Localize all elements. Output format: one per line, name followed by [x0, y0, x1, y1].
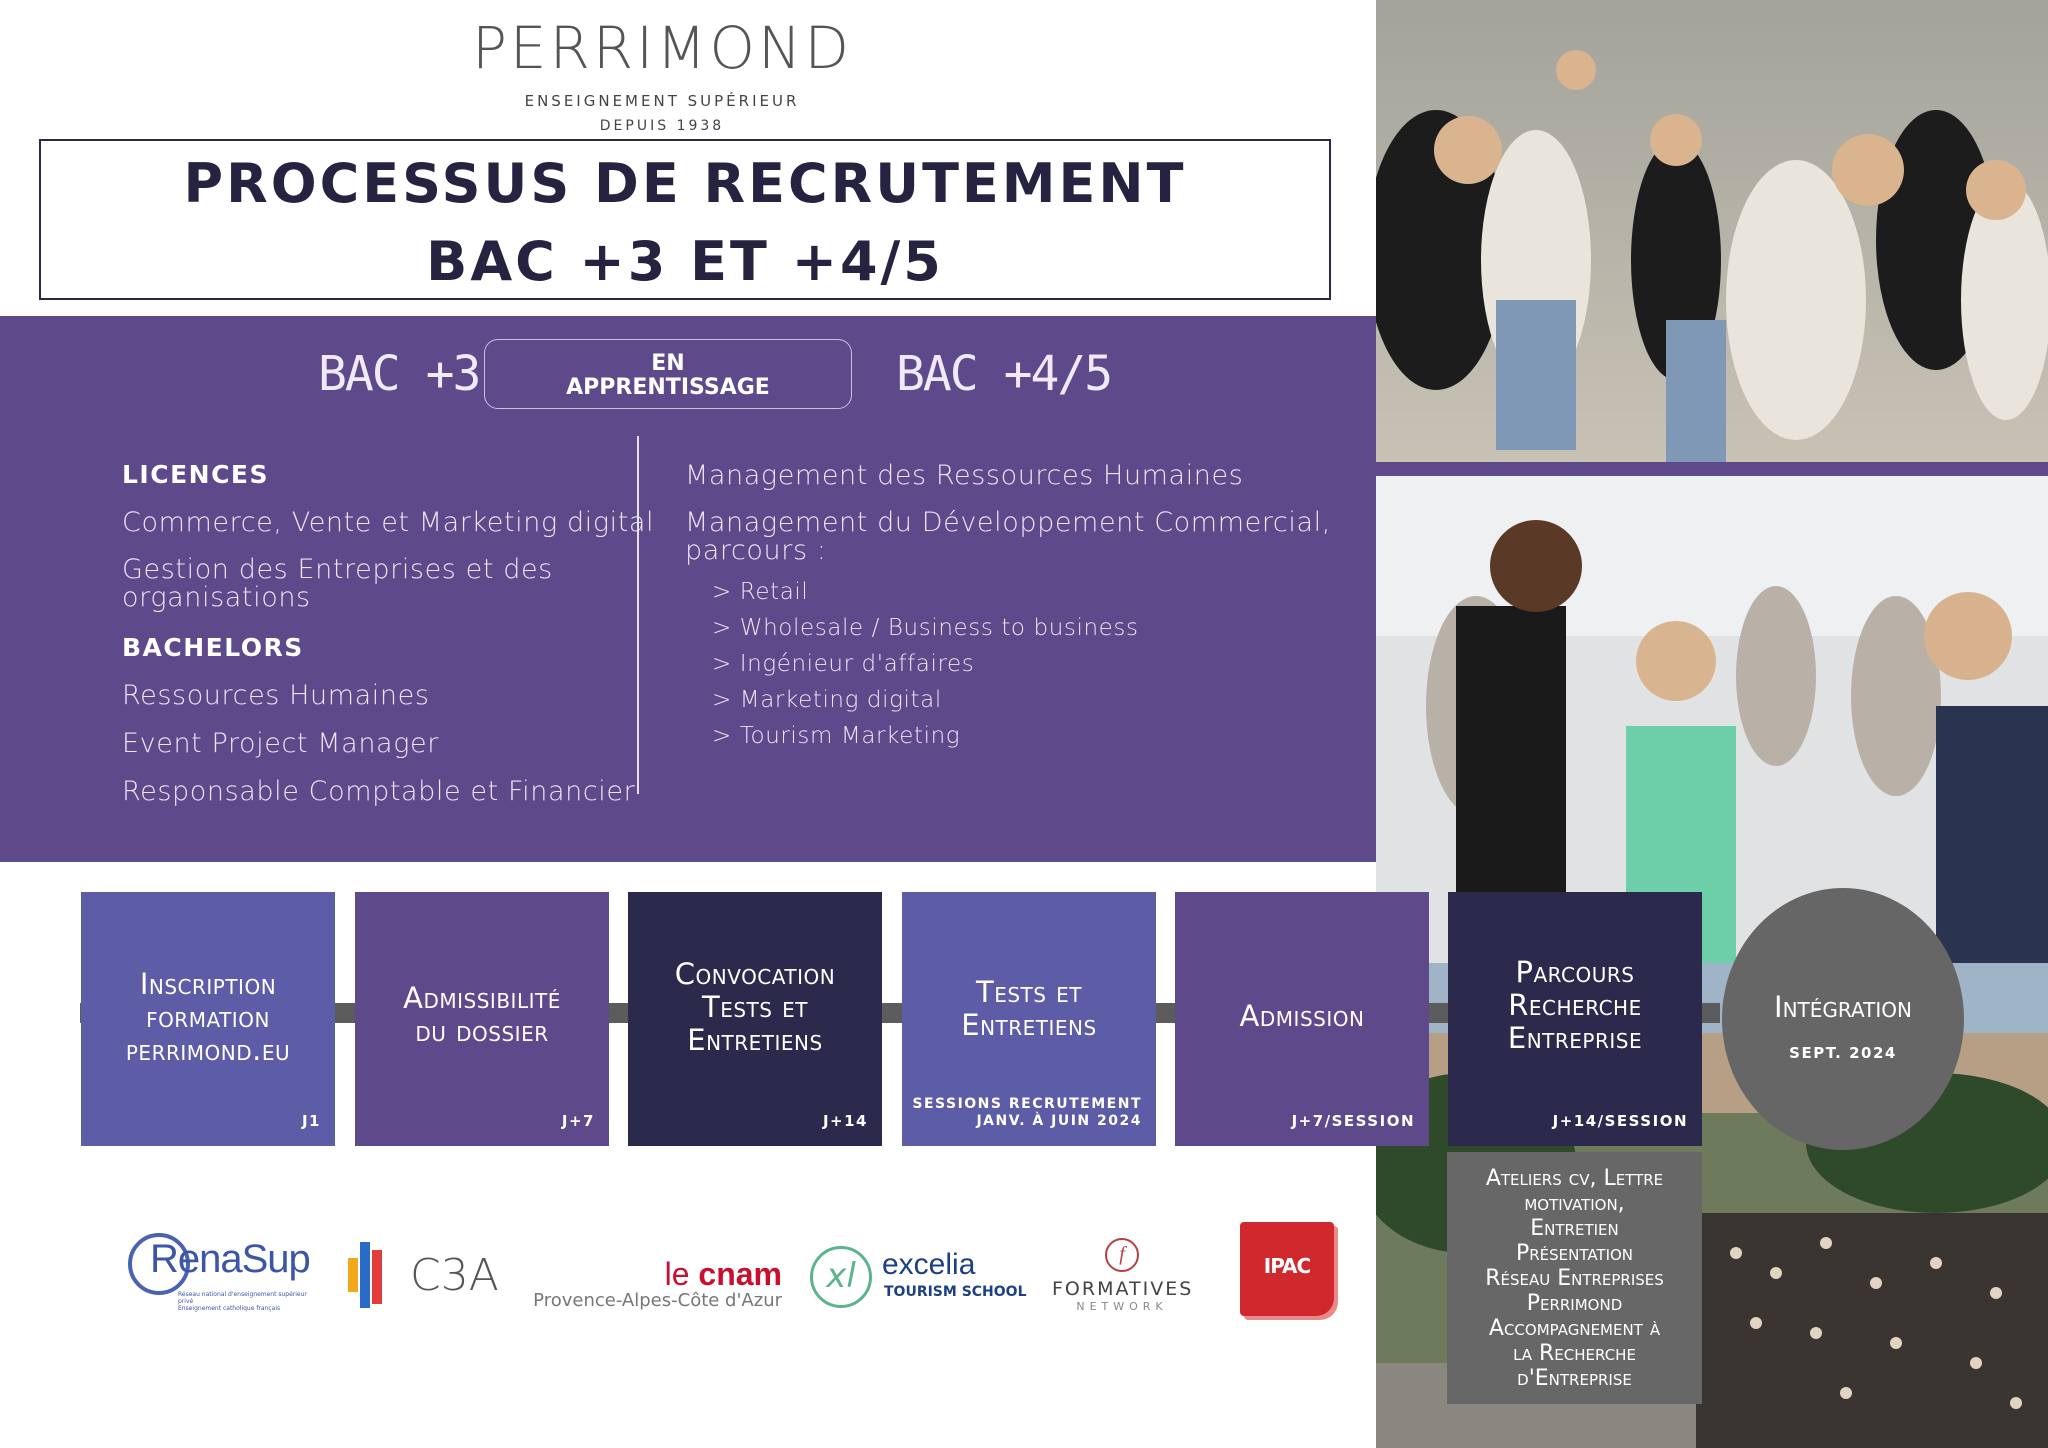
renasup-sub: Réseau national d'enseignement supérieur privé [178, 1291, 307, 1305]
licence-item-line: Gestion des Entreprises et des [122, 554, 553, 585]
brand-tagline: ENSEIGNEMENT SUPÉRIEUR [524, 92, 800, 110]
perrimond-logo [0, 14, 1324, 134]
formatives-name: FORMATIVES [1052, 1278, 1194, 1300]
workshops-box [1447, 1152, 1702, 1404]
step-label: Recherche [1508, 988, 1642, 1022]
ipac-name: IPAC [1263, 1254, 1311, 1278]
workshops-line: Perrimond [1526, 1291, 1623, 1316]
licence-item-line: organisations [122, 582, 311, 613]
workshops-line: Accompagnement à [1488, 1316, 1661, 1341]
parcours-item: > Retail [712, 579, 809, 605]
excelia-xl-icon: xl [810, 1246, 872, 1308]
step-label: Admissibilité [403, 981, 561, 1015]
step-timing: J+14/SESSION [1552, 1112, 1688, 1130]
master-item-line: parcours : [685, 535, 827, 566]
step-label: Convocation [674, 957, 836, 991]
formatives-logo [1052, 1238, 1192, 1318]
licence-item: Commerce, Vente et Marketing digital [122, 507, 655, 538]
apprenticeship-line1: EN [651, 351, 685, 376]
step-label: Entretiens [687, 1023, 823, 1057]
cnam-le: le [664, 1256, 690, 1292]
photo-separator [1376, 462, 2048, 476]
parcours-item: > Tourism Marketing [712, 723, 961, 749]
cnam-name: cnam [698, 1256, 782, 1292]
cnam-region: Provence-Alpes-Côte d'Azur [533, 1290, 782, 1311]
renasup-name: RenaSup [150, 1237, 310, 1281]
workshops-line: Présentation [1515, 1241, 1634, 1266]
step-parcours-recherche [1448, 892, 1702, 1146]
bachelor-item: Responsable Comptable et Financier [122, 776, 636, 807]
c3a-logo [348, 1232, 508, 1314]
step-inscription [81, 892, 335, 1146]
integration-label: Intégration [1774, 990, 1912, 1024]
renasup-sub: Enseignement catholique français [178, 1305, 281, 1312]
workshops-line: Réseau Entreprises [1485, 1266, 1664, 1291]
licences-heading: LICENCES [122, 460, 270, 489]
level-bac3: BAC +3 [318, 346, 480, 402]
cnam-logo [532, 1256, 792, 1316]
step-timing: SESSIONS RECRUTEMENT [912, 1096, 1142, 1112]
master-item: Management des Ressources Humaines [685, 460, 1244, 491]
excelia-logo [810, 1246, 1027, 1316]
bachelors-heading: BACHELORS [122, 633, 304, 662]
level-bac45: BAC +4/5 [896, 346, 1112, 402]
step-label: perrimond.eu [125, 1033, 291, 1067]
step-label: Inscription [139, 967, 277, 1001]
c3a-name: C3A [410, 1250, 499, 1301]
master-item-line: Management du Développement Commercial, [685, 507, 1331, 538]
c3a-bars-icon [348, 1232, 392, 1314]
ipac-logo [1240, 1222, 1334, 1316]
step-label: Parcours [1515, 955, 1635, 989]
workshops-line: motivation, [1524, 1191, 1625, 1216]
workshops-line: d'Entreprise [1517, 1366, 1632, 1391]
step-timing: J+7/SESSION [1291, 1112, 1415, 1130]
apprenticeship-line2: APPRENTISSAGE [566, 375, 770, 400]
master-item [685, 509, 1331, 565]
step-tests-entretiens [902, 892, 1156, 1146]
step-convocation [628, 892, 882, 1146]
excelia-sub: TOURISM SCHOOL [884, 1284, 1027, 1300]
parcours-item: > Wholesale / Business to business [712, 615, 1139, 641]
renasup-logo [128, 1233, 308, 1313]
column-divider [637, 436, 639, 794]
workshops-line: Entretien [1530, 1216, 1619, 1241]
step-timing: JANV. À JUIN 2024 [976, 1113, 1142, 1129]
formatives-f-icon: f [1105, 1238, 1139, 1272]
step-admissibilite [355, 892, 609, 1146]
brand-name: PERRIMOND [471, 14, 853, 82]
licence-item [122, 556, 553, 612]
step-label: Entretiens [961, 1008, 1097, 1042]
parcours-item: > Marketing digital [712, 687, 942, 713]
formatives-sub: NETWORK [1076, 1300, 1168, 1313]
brand-since: DEPUIS 1938 [599, 118, 725, 134]
page-title-line1: PROCESSUS DE RECRUTEMENT [183, 152, 1187, 215]
step-integration [1722, 888, 1964, 1150]
step-label: Entreprise [1507, 1021, 1643, 1055]
integration-date: SEPT. 2024 [1789, 1044, 1897, 1062]
bachelor-item: Ressources Humaines [122, 680, 430, 711]
workshops-line: Ateliers cv, Lettre [1485, 1166, 1664, 1191]
step-label: Tests et [701, 990, 809, 1024]
step-timing: J+7 [561, 1112, 595, 1130]
step-timing: J1 [301, 1112, 321, 1130]
step-label: du dossier [415, 1014, 549, 1048]
apprenticeship-badge [484, 339, 852, 409]
page-title-box [39, 139, 1331, 300]
students-photo-travel [1376, 0, 2048, 462]
parcours-list [712, 574, 1139, 754]
step-timing: J+14 [822, 1112, 868, 1130]
step-label: Tests et [975, 975, 1083, 1009]
bachelor-item: Event Project Manager [122, 728, 439, 759]
page-title-line2: BAC +3 ET +4/5 [426, 230, 944, 293]
parcours-item: > Ingénieur d'affaires [712, 651, 975, 677]
students-photo-group [1376, 476, 2048, 963]
workshops-line: la Recherche [1513, 1341, 1636, 1366]
step-label: Admission [1239, 999, 1365, 1033]
step-admission [1175, 892, 1429, 1146]
excelia-name: excelia [882, 1248, 976, 1281]
step-label: formation [146, 1000, 270, 1034]
